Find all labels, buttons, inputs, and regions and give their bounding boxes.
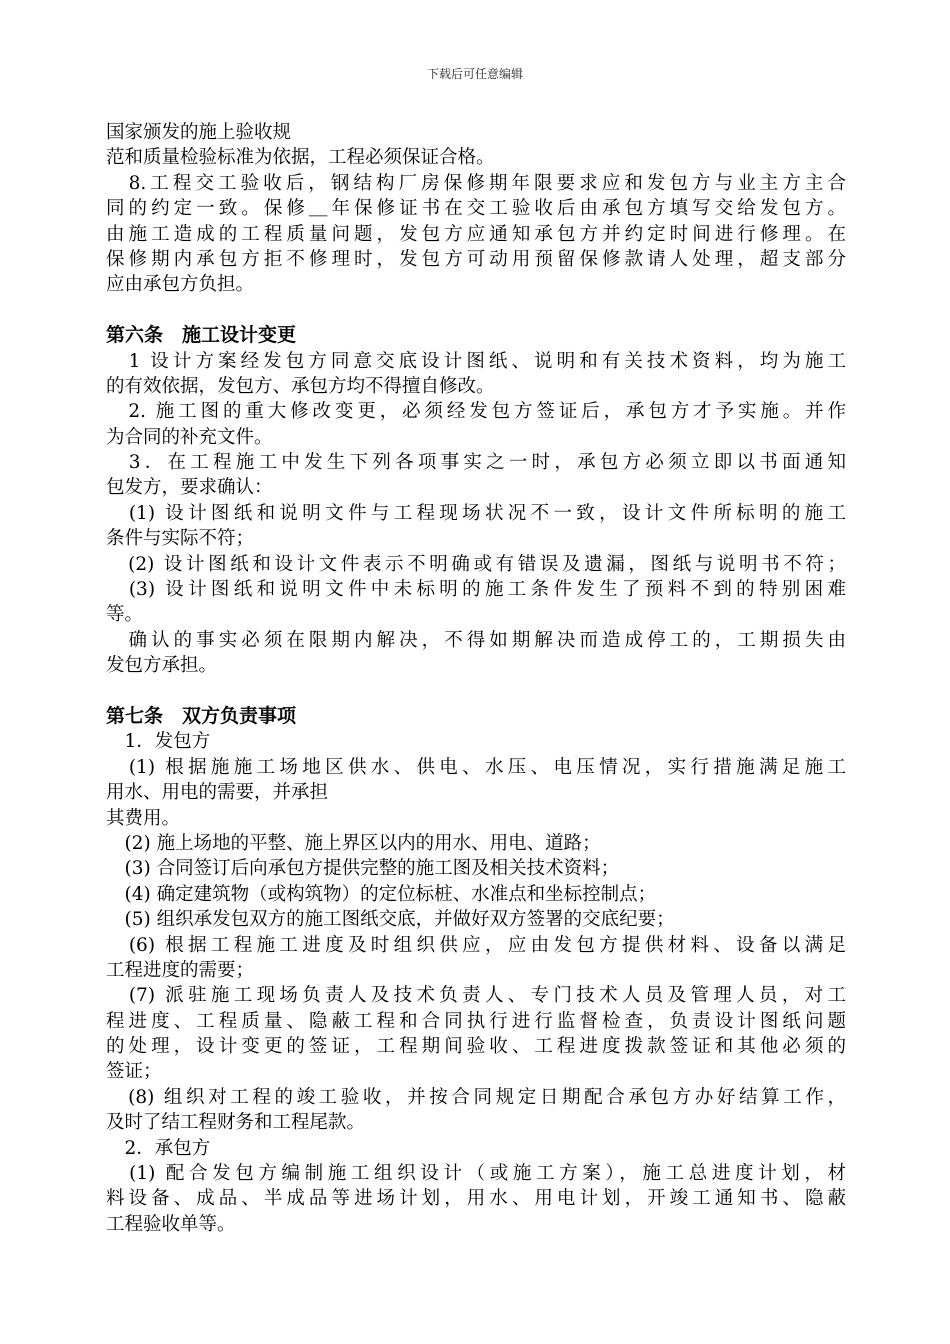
text-line: (2) 设计图纸和设计文件表示不明确或有错误及遗漏，图纸与说明书不符； (106, 553, 846, 575)
text-line: (6) 根据工程施工进度及时组织供应，应由发包方提供材料、设备以满足 (106, 934, 846, 956)
text-line: 确认的事实必须在限期内解决，不得如期解决而造成停工的，工期损失由 (106, 629, 846, 651)
text-line: 包发方，要求确认： (106, 477, 273, 499)
text-line: (1) 根据施施工场地区供水、供电、水压、电压情况，实行措施满足施工 (106, 756, 846, 778)
text-line: 的处理，设计变更的签证，工程期间验收、工程进度拨款签证和其他必须的 (106, 1036, 846, 1058)
text-line: 2．承包方 (106, 1137, 211, 1159)
text-line: 由施工造成的工程质量问题，发包方应通知承包方并约定时间进行修理。在 (106, 223, 846, 245)
text-line: 工程验收单等。 (106, 1213, 236, 1235)
text-line: (7) 派驻施工现场负责人及技术负责人、专门技术人员及管理人员，对工 (106, 985, 846, 1007)
text-line: 程进度、工程质量、隐蔽工程和合同执行进行监督检查，负责设计图纸问题 (106, 1010, 846, 1032)
text-line: 其费用。 (106, 807, 181, 829)
page-header-note: 下载后可任意编辑 (426, 67, 523, 81)
text-line: 签证； (106, 1061, 162, 1083)
text-line: 条件与实际不符； (106, 528, 255, 550)
section-heading: 第六条 施工设计变更 (106, 324, 297, 347)
text-line: 发包方承担。 (106, 655, 218, 677)
text-line: (2) 施上场地的平整、施上界区以内的用水、用电、道路； (106, 832, 601, 854)
document-body (106, 120, 846, 1237)
text-line: (1) 配合发包方编制施工组织设计（或施工方案），施工总进度计划，材 (106, 1163, 846, 1185)
text-line: 1 设计方案经发包方同意交底设计图纸、说明和有关技术资料，均为施工 (106, 350, 846, 372)
text-line: (8) 组织对工程的竣工验收，并按合同规定日期配合承包方办好结算工作， (106, 1086, 846, 1108)
text-line: 工程进度的需要； (106, 959, 255, 981)
text-line: 及时了结工程财务和工程尾款。 (106, 1112, 366, 1134)
text-line: 2. 施工图的重大修改变更，必须经发包方签证后，承包方才予实施。并作 (106, 401, 846, 423)
text-line: (3) 设计图纸和说明文件中未标明的施工条件发生了预料不到的特别困难 (106, 579, 846, 601)
text-line: 同的约定一致。保修＿年保修证书在交工验收后由承包方填写交给发包方。 (106, 198, 846, 220)
text-line: (4) 确定建筑物（或构筑物）的定位标桩、水准点和坐标控制点； (106, 883, 657, 905)
text-line: (1) 设计图纸和说明文件与工程现场状况不一致，设计文件所标明的施工 (106, 502, 846, 524)
text-line: 为合同的补充文件。 (106, 426, 273, 448)
text-line: 8.工程交工验收后，钢结构厂房保修期年限要求应和发包方与业主方主合 (106, 172, 846, 194)
text-line: 范和质量检验标准为依据，工程必须保证合格。 (106, 147, 495, 169)
text-line: 国家颁发的施上验收规 (106, 122, 292, 143)
text-line: (5) 组织承发包双方的施工图纸交底，并做好双方签署的交底纪要； (106, 909, 675, 931)
text-line: 保修期内承包方拒不修理时，发包方可动用预留保修款请人处理，超支部分 (106, 248, 846, 270)
text-line: 用水、用电的需要，并承担 (106, 782, 329, 804)
paragraph-gap (106, 679, 846, 704)
text-line: 等。 (106, 604, 144, 626)
text-line: 料设备、成品、半成品等进场计划，用水、用电计划，开竣工通知书、隐蔽 (106, 1188, 846, 1210)
section-heading: 第七条 双方负责事项 (106, 704, 297, 727)
paragraph-gap (106, 298, 846, 323)
text-line: 1．发包方 (106, 731, 211, 753)
text-line: 应由承包方负担。 (106, 274, 255, 296)
text-line: 的有效依据，发包方、承包方均不得擅自修改。 (106, 375, 495, 397)
text-line: 3．在工程施工中发生下列各项事实之一时，承包方必须立即以书面通知 (106, 452, 846, 474)
text-line: (3) 合同签订后向承包方提供完整的施工图及相关技术资料； (106, 858, 620, 880)
